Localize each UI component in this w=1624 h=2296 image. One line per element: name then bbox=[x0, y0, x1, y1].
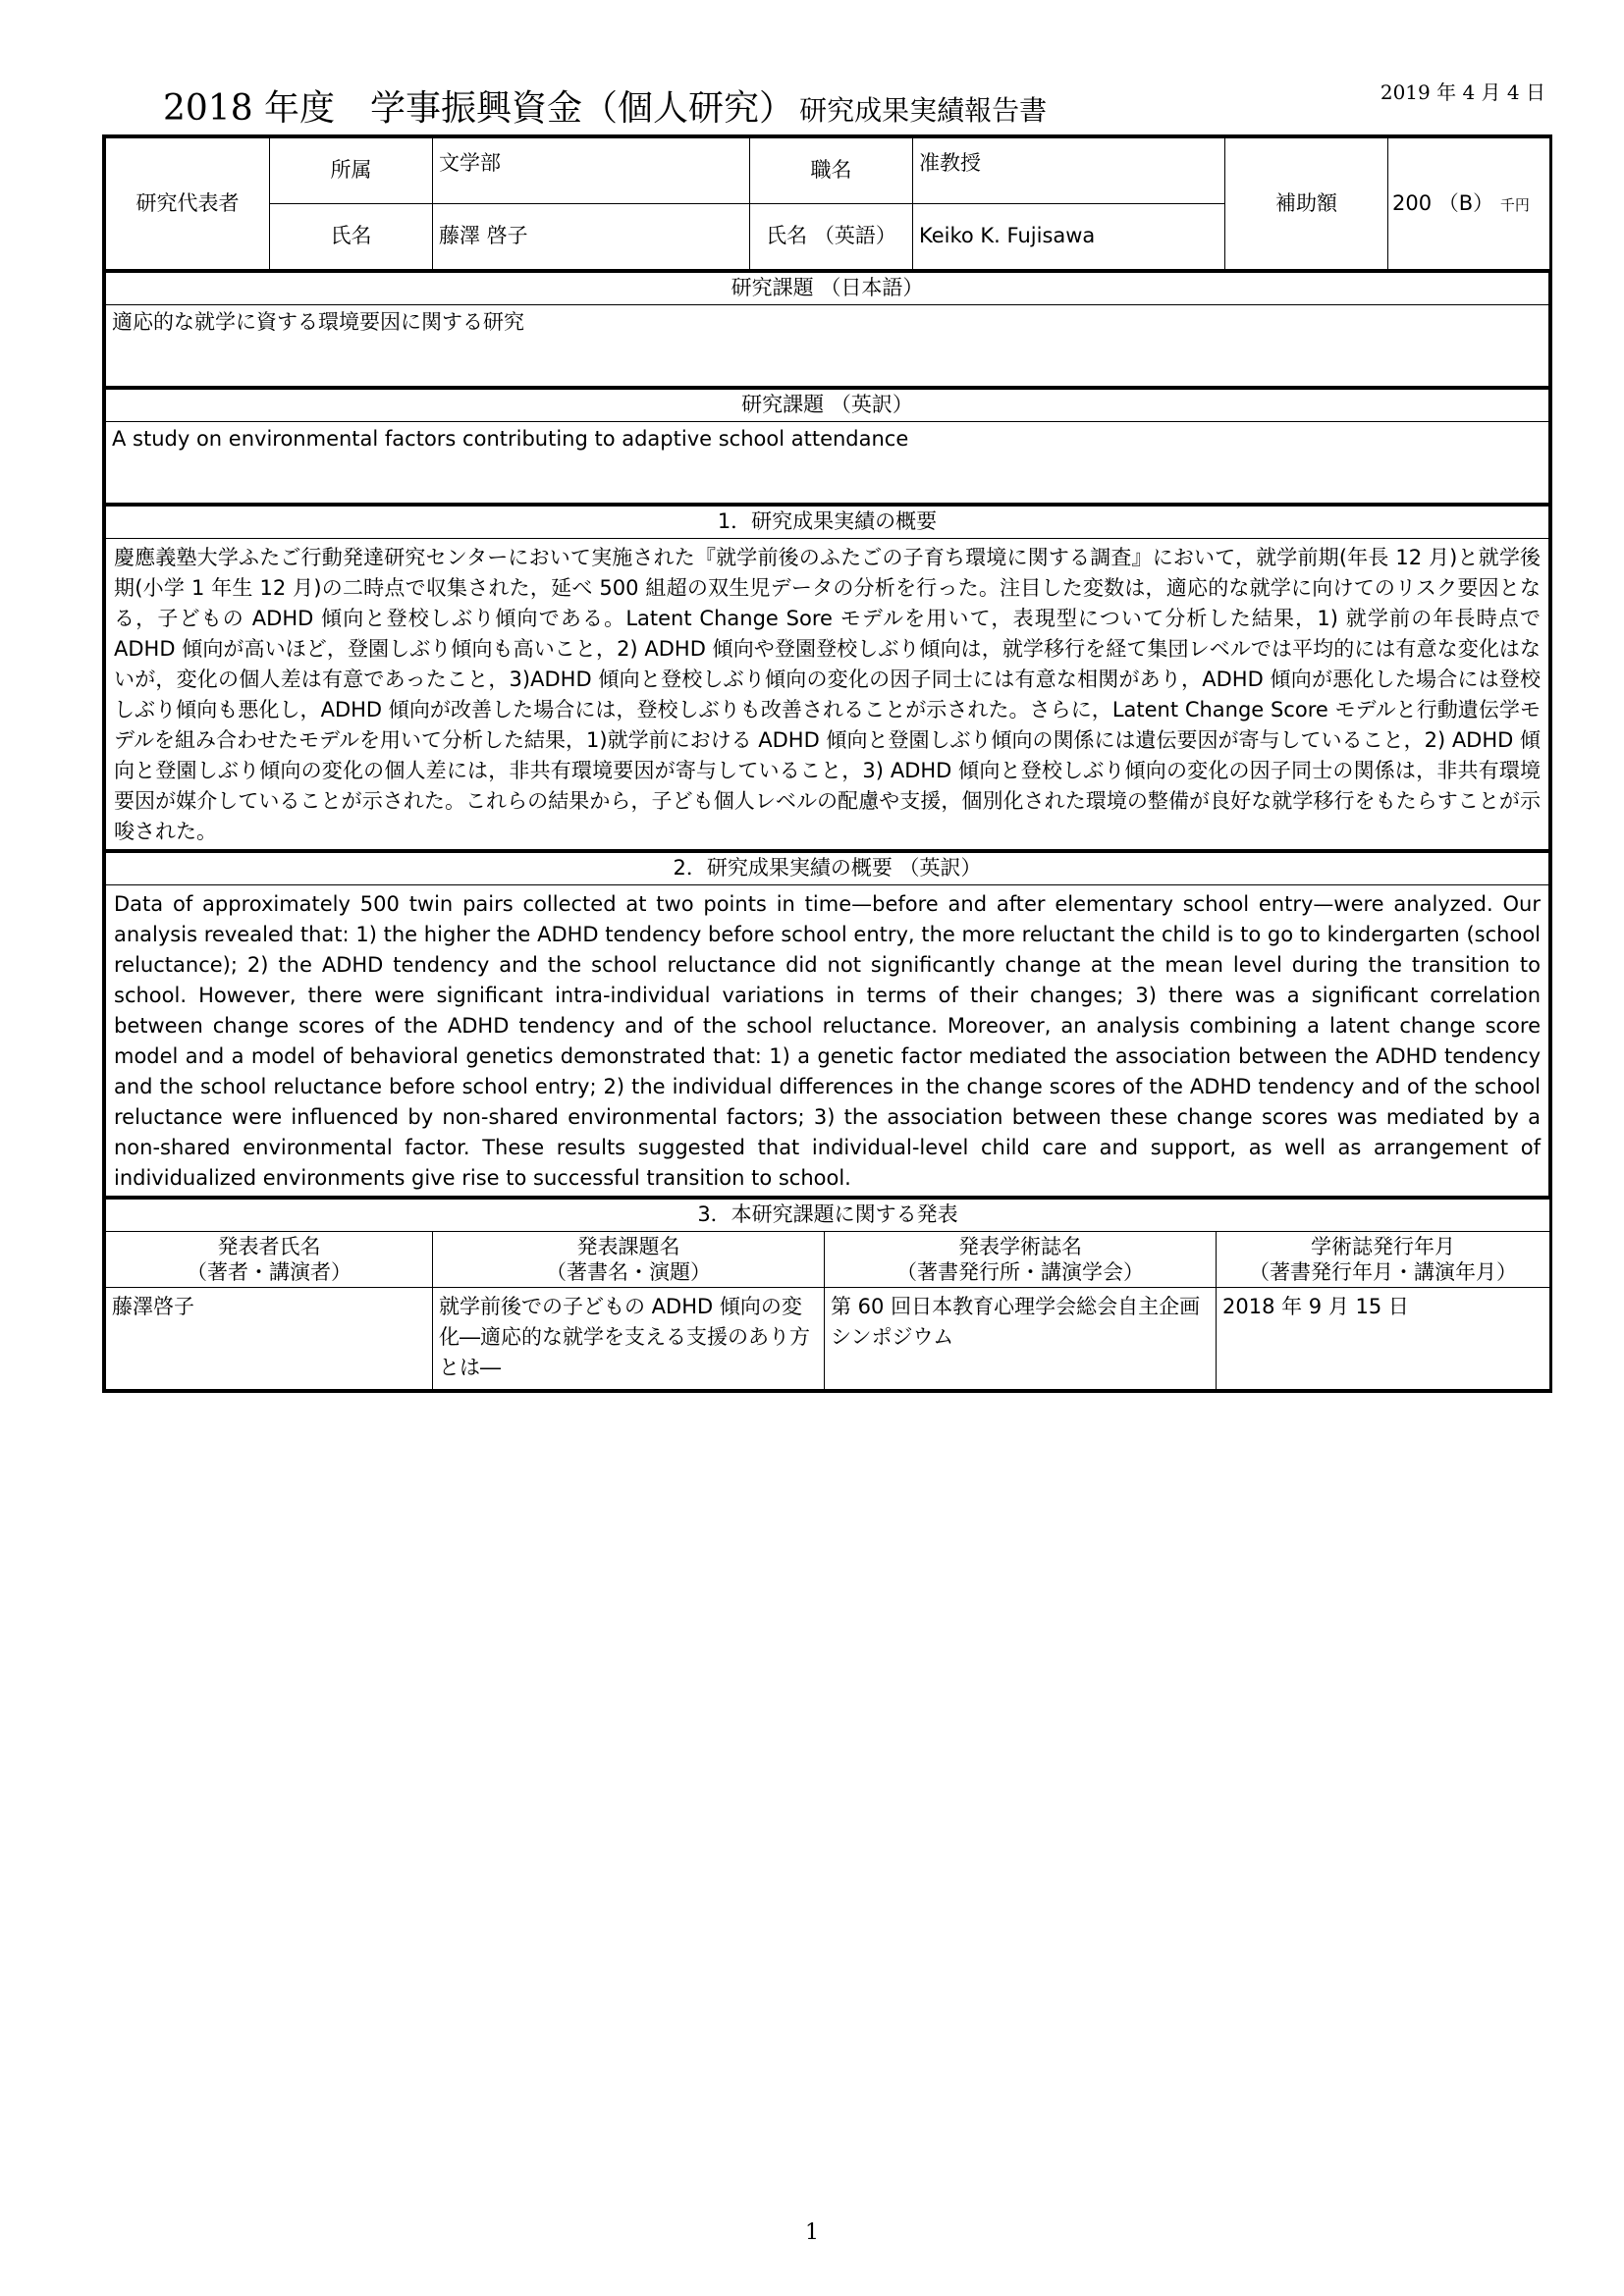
affiliation-label: 所属 bbox=[270, 138, 433, 204]
grant-amount-value: 200 （B） bbox=[1392, 190, 1494, 215]
grant-amount bbox=[1388, 138, 1550, 270]
grant-label: 補助額 bbox=[1225, 138, 1388, 270]
name-label: 氏名 bbox=[270, 204, 433, 270]
title-main: 2018 年度 学事振興資金（個人研究） bbox=[163, 88, 795, 129]
report-form bbox=[102, 134, 1552, 1393]
page-title bbox=[163, 80, 1047, 131]
col-venue-line1: 発表学術誌名 bbox=[958, 1235, 1082, 1258]
pub-date: 2018 年 9 月 15 日 bbox=[1217, 1288, 1550, 1390]
page-number: 1 bbox=[805, 2220, 819, 2245]
summary-jp-heading: 1．研究成果実績の概要 bbox=[106, 506, 1549, 539]
affiliation-value: 文学部 bbox=[433, 138, 750, 204]
name-en-value: Keiko K. Fujisawa bbox=[913, 204, 1225, 270]
summary-en-section bbox=[105, 850, 1549, 1197]
summary-en-heading: 2．研究成果実績の概要 （英訳） bbox=[106, 852, 1549, 885]
col-title-header bbox=[433, 1232, 825, 1288]
name-en-label: 氏名 （英語） bbox=[750, 204, 913, 270]
position-value: 准教授 bbox=[913, 138, 1225, 204]
position-label: 職名 bbox=[750, 138, 913, 204]
col-title-line2: （著書名・演題） bbox=[546, 1260, 711, 1284]
col-date-line1: 学術誌発行年月 bbox=[1311, 1235, 1455, 1258]
col-date-header bbox=[1217, 1232, 1550, 1288]
summary-jp-section bbox=[105, 504, 1549, 850]
summary-jp-text: 慶應義塾大学ふたご行動発達研究センターにおいて実施された『就学前後のふたごの子育ち環境に関する調査』において，就学前期(年長 12 月)と就学後期(小学 1 年生 12 月)の二時点で収集された，延べ 500 組超の双生児データの分析を行った。注目した変数は，適応的な就学に向けてのリスク要因となる，子どもの ADHD 傾向と登校しぶり傾向である。Latent Change Sore モデルを用いて，表現型について分析した結果，1) 就学前の年長時点で ADHD 傾向が高いほど，登園しぶり傾向も高いこと，2) ADHD 傾向や登園登校しぶり傾向は，就学移行を経て集団レベルでは平均的には有意な変化はないが，変化の個人差は有意であったこと，3)ADHD 傾向と登校しぶり傾向の変化の因子同士には有意な相関があり，ADHD 傾向が悪化した場合には登校しぶり傾向も悪化し，ADHD 傾向が改善した場合には，登校しぶりも改善されることが示された。さらに，Latent Change Score モデルと行動遺伝学モデルを組み合わせたモデルを用いて分析した結果，1)就学前における ADHD 傾向と登園しぶり傾向の関係には遺伝要因が寄与していること，2) ADHD 傾向と登園しぶり傾向の変化の個人差には，非共有環境要因が寄与していること，3) ADHD 傾向と登校しぶり傾向の変化の因子同士の関係は，非共有環境要因が媒介していることが示された。これらの結果から，子ども個人レベルの配慮や支援，個別化された環境の整備が良好な就学移行をもたらすことが示唆された。 bbox=[106, 539, 1549, 850]
topic-jp-text: 適応的な就学に資する環境要因に関する研究 bbox=[106, 305, 1549, 387]
topic-jp-section bbox=[105, 270, 1549, 387]
pub-venue: 第 60 回日本教育心理学会総会自主企画シンポジウム bbox=[825, 1288, 1217, 1390]
pub-title: 就学前後での子どもの ADHD 傾向の変化―適応的な就学を支える支援のあり方とは― bbox=[433, 1288, 825, 1390]
col-author-line2: （著者・講演者） bbox=[187, 1260, 352, 1284]
topic-jp-heading: 研究課題 （日本語） bbox=[106, 272, 1549, 305]
table-row bbox=[106, 1288, 1550, 1390]
topic-en-section bbox=[105, 387, 1549, 504]
col-author-line1: 発表者氏名 bbox=[217, 1235, 321, 1258]
publications-section bbox=[105, 1197, 1550, 1390]
grant-unit: 千円 bbox=[1499, 195, 1530, 214]
col-venue-header bbox=[825, 1232, 1217, 1288]
col-title-line1: 発表課題名 bbox=[576, 1235, 680, 1258]
representative-label: 研究代表者 bbox=[106, 138, 270, 270]
col-venue-line2: （著書発行所・講演学会） bbox=[896, 1260, 1144, 1284]
report-date: 2019 年 4 月 4 日 bbox=[1380, 80, 1545, 104]
title-sub: 研究成果実績報告書 bbox=[799, 94, 1048, 127]
representative-table bbox=[105, 137, 1550, 270]
topic-en-heading: 研究課題 （英訳） bbox=[106, 389, 1549, 422]
col-author-header bbox=[106, 1232, 433, 1288]
name-value: 藤澤 啓子 bbox=[433, 204, 750, 270]
publications-heading: 3．本研究課題に関する発表 bbox=[106, 1199, 1550, 1232]
topic-en-text: A study on environmental factors contributing to adaptive school attendance bbox=[106, 422, 1549, 504]
col-date-line2: （著書発行年月・講演年月） bbox=[1249, 1260, 1517, 1284]
pub-author: 藤澤啓子 bbox=[106, 1288, 433, 1390]
summary-en-text: Data of approximately 500 twin pairs collected at two points in time—before and after elementary school entry—were analyzed. Our analysis revealed that: 1) the higher the ADHD tendency before school entry, the more reluctant the child is to go to kindergarten (school reluctance); 2) the ADHD tendency and the school reluctance did not significantly change at the mean level during the transition to school. However, there were significant intra-individual variations in terms of their changes; 3) there was a significant correlation between change scores of the ADHD tendency and of the school reluctance. Moreover, an analysis combining a latent change score model and a model of behavioral genetics demonstrated that: 1) a genetic factor mediated the association between the ADHD tendency and the school reluctance before school entry; 2) the individual differences in the change scores of the ADHD tendency and of the school reluctance were influenced by non-shared environmental factors; 3) the association between these change scores was mediated by a non-shared environmental factor. These results suggested that individual-level child care and support, as well as arrangement of individualized environments give rise to successful transition to school. bbox=[106, 885, 1549, 1197]
